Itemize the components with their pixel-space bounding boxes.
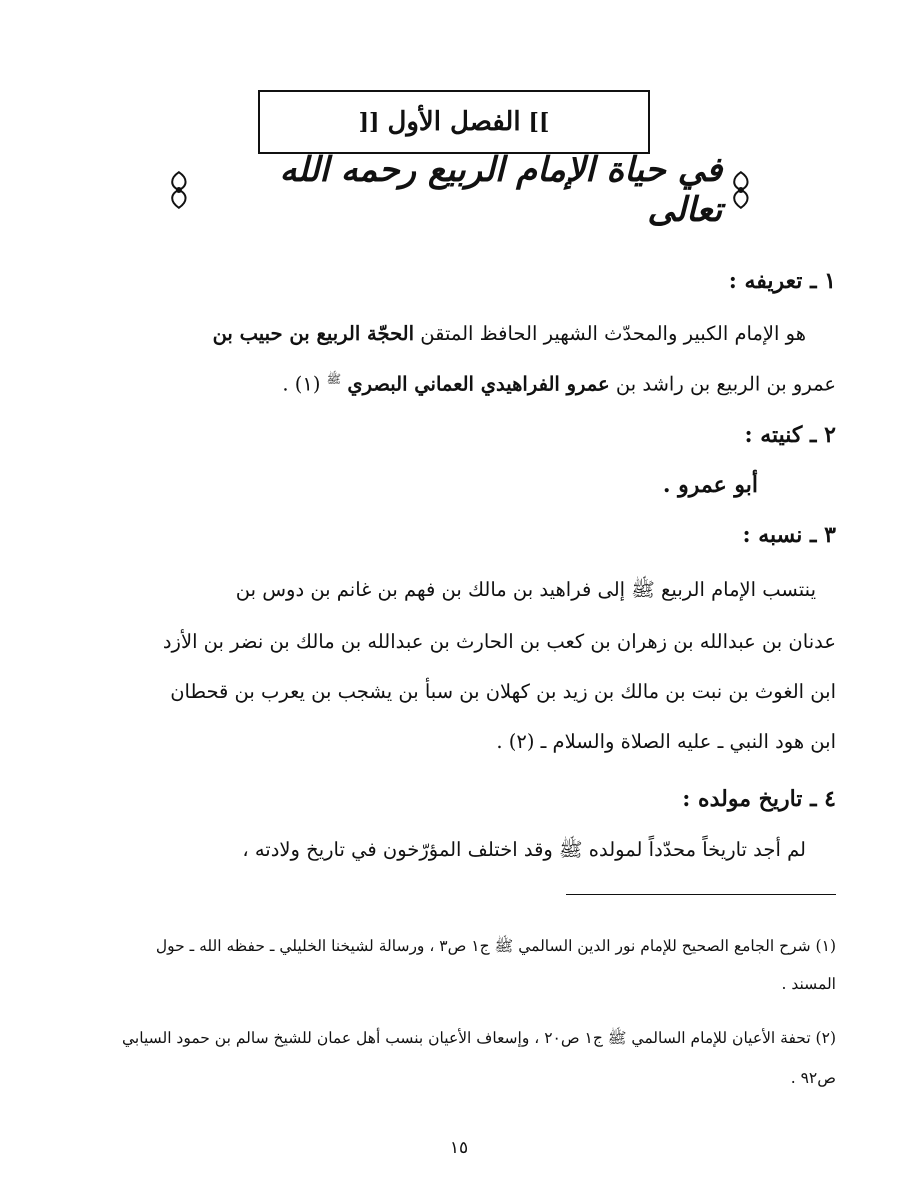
footnote-2-line-2: ص٩٢ . [790, 1069, 836, 1087]
footnote-ref: (١) . [282, 372, 327, 396]
footnote-1-line-2: المسند . [781, 975, 836, 993]
chapter-title: الفصل الأول [387, 107, 521, 137]
footnote-2-line-1: (٢) تحفة الأعيان للإمام السالمي ﷺ ج١ ص٢٠ ، وإسعاف الأعيان بنسب أهل عمان للشيخ سالم بن حمود السيابي [122, 1029, 836, 1047]
chapter-subtitle [160, 150, 760, 230]
footnote-divider [566, 894, 836, 895]
footnote-1-line-1: (١) شرح الجامع الصحيح للإمام نور الدين السالمي ﷺ ج١ ص٣ ، ورسالة لشيخنا الخليلي ـ حفظه الله ـ حول [155, 937, 836, 955]
page-number: ١٥ [449, 1138, 469, 1158]
floral-ornament-icon [166, 170, 192, 210]
subtitle-text: في حياة الإمام الربيع رحمه الله تعالى [279, 150, 723, 230]
section-heading-kunya: ٢ ـ كنيته : [744, 422, 836, 448]
definition-line-1 [80, 322, 836, 345]
lineage-line-1: ينتسب الإمام الربيع ﷺ إلى فراهيد بن مالك بن فهم بن غانم بن دوس بن [235, 578, 816, 601]
section-heading-birth: ٤ ـ تاريخ مولده : [682, 786, 836, 812]
birth-line-1: لم أجد تاريخاً محدّداً لمولده ﷺ وقد اختلف المؤرّخون في تاريخ ولادته ، [242, 838, 806, 861]
definition-text: هو الإمام الكبير والمحدّث الشهير الحافظ المتقن [414, 322, 806, 345]
definition-bold-text: عمرو الفراهيدي العماني البصري [347, 372, 610, 396]
definition-text: عمرو بن الربيع بن راشد بن [609, 372, 836, 396]
close-bracket: [[ [358, 109, 380, 135]
lineage-line-3: ابن الغوث بن نبت بن مالك بن زيد بن كهلان بن سبأ بن يشجب بن يعرب بن قحطان [170, 680, 836, 703]
chapter-title-box [258, 90, 650, 154]
honorific-icon: ﷺ [326, 372, 342, 386]
floral-ornament-icon [728, 170, 754, 210]
lineage-line-2: عدنان بن عبدالله بن زهران بن كعب بن الحارث بن عبدالله بن مالك بن نضر بن الأزد [162, 630, 836, 653]
open-bracket: ]] [528, 109, 550, 135]
section-heading-lineage: ٣ ـ نسبه : [742, 522, 836, 548]
lineage-line-4: ابن هود النبي ـ عليه الصلاة والسلام ـ (٢) . [496, 730, 836, 753]
definition-bold-text: الحجّة الربيع بن حبيب بن [212, 322, 415, 345]
definition-line-2 [80, 372, 836, 396]
kunya-text: أبو عمرو . [662, 472, 758, 498]
section-heading-definition: ١ ـ تعريفه : [728, 268, 836, 294]
